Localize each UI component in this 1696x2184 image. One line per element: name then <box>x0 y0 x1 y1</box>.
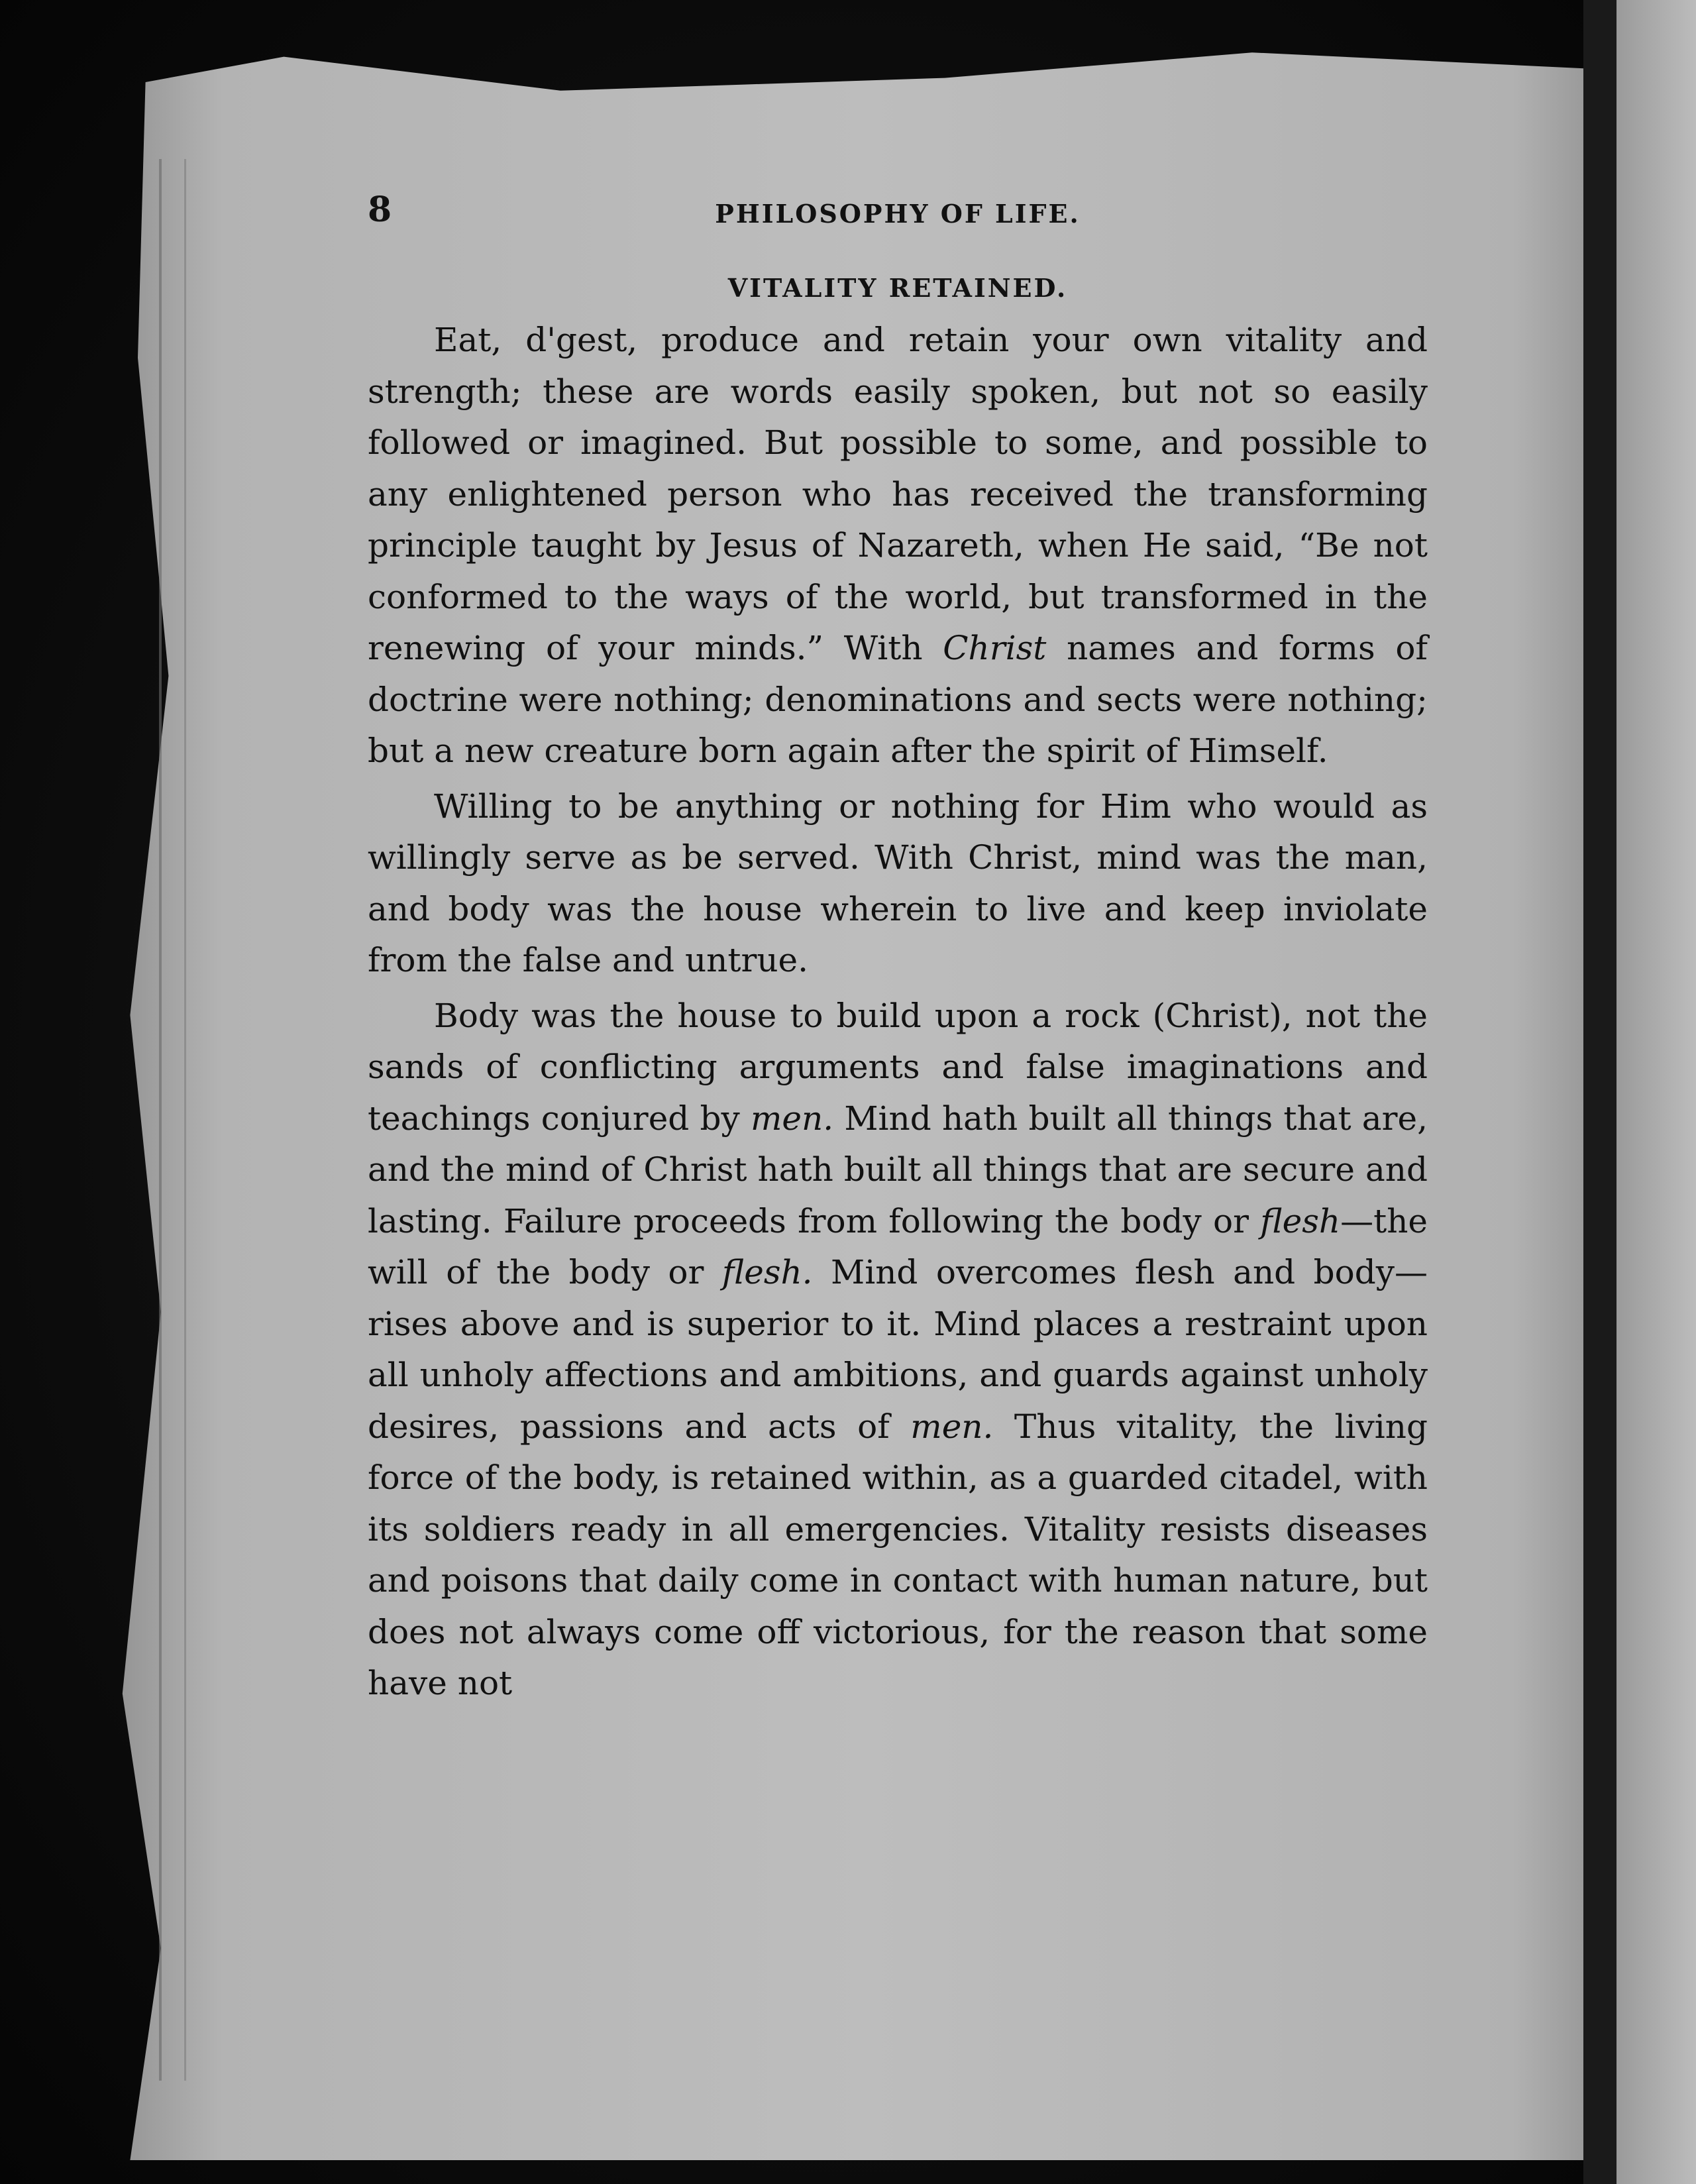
section-heading: VITALITY RETAINED. <box>727 273 1068 303</box>
page-fold-shadow <box>159 159 186 2081</box>
paragraph-1 <box>368 315 1428 777</box>
gutter-shadow <box>1583 0 1616 2184</box>
paragraph-3 <box>368 991 1428 1710</box>
text-segment: Mind overcomes flesh and body—rises above and is superior to it. Mind places a restraint upon all unholy affections and ambitions, and guards against unholy desires, passions and acts of <box>368 1253 1428 1446</box>
text-segment: Mind hath built all things that are, and the mind of Christ hath built all things that are secure and lasting. Failure proceeds from following the body or <box>368 1099 1428 1240</box>
text-segment-italic: men. <box>910 1407 994 1446</box>
text-segment-italic: flesh <box>1260 1201 1341 1240</box>
text-segment: Body was the house to build upon a rock (Christ), not the sands of conflicting arguments and false imaginations and teachings conjured by <box>368 996 1428 1138</box>
running-title: PHILOSOPHY OF LIFE. <box>715 199 1081 229</box>
text-segment: Willing to be anything or nothing for Him who would as willingly serve as be served. With Christ, mind was the man, and body was the house wherein to live and keep inviolate from the false and untrue. <box>368 787 1428 979</box>
paragraph-2 <box>368 781 1428 987</box>
page-content <box>368 179 1428 1714</box>
text-segment-italic: men. <box>751 1099 834 1138</box>
text-segment: Thus vitality, the living force of the body, is retained within, as a guarded citadel, with its soldiers ready in all emergencies. Vitality resists diseases and poisons that daily come in contact with human nature, but does not always come off victorious, for the reason that some have not <box>368 1407 1428 1702</box>
text-segment-italic: flesh. <box>721 1253 813 1291</box>
page-number: 8 <box>368 190 393 230</box>
text-segment: Eat, d'gest, produce and retain your own vitality and strength; these are words easily spoken, but not so easily followed or imagined. But possible to some, and possible to any enlightened person who has received the transforming principle taught by Jesus of Nazareth, when He said, “Be not conformed to the ways of the world, but transformed in the renewing of your minds.” With <box>368 321 1428 667</box>
running-head <box>368 179 1428 239</box>
text-segment: —the will of the body or <box>368 1201 1428 1291</box>
text-segment: names and forms of doctrine were nothing; denominations and sects were nothing; but a new creature born again after the spirit of Himself. <box>368 629 1428 770</box>
text-segment-italic: Christ <box>943 629 1047 667</box>
facing-page-edge <box>1616 0 1696 2184</box>
